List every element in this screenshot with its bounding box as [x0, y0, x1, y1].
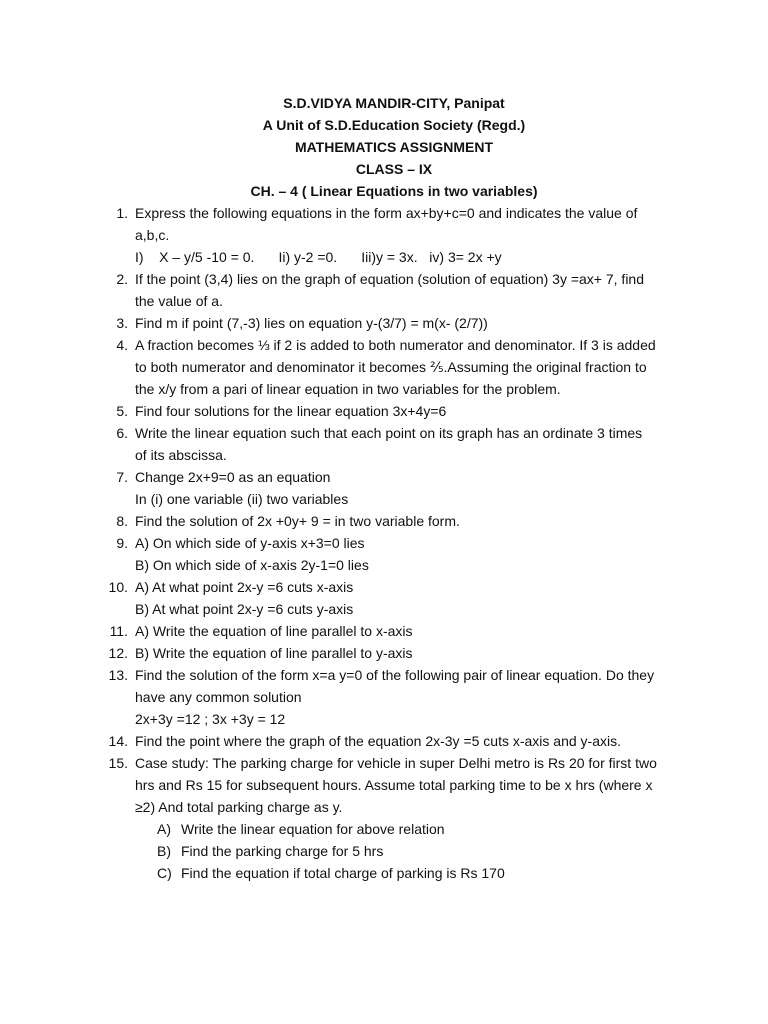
sub-question-text: Find the equation if total charge of parking is Rs 170 — [181, 865, 505, 881]
question-item — [0, 334, 768, 400]
equation-option: I) X – y/5 -10 = 0. — [135, 249, 255, 265]
question-text-line: Find the solution of 2x +0y+ 9 = in two variable form. — [135, 513, 460, 529]
equation-options-row — [135, 246, 678, 268]
question-number: 13. — [108, 667, 128, 683]
question-text-line: 2x+3y =12 ; 3x +3y = 12 — [135, 711, 286, 727]
assignment-title: MATHEMATICS ASSIGNMENT — [294, 139, 494, 155]
question-text-line: the x/y from a pari of linear equation in two variables for the problem. — [135, 381, 561, 397]
class-label: CLASS – IX — [355, 161, 433, 177]
question-number: 10. — [108, 579, 128, 595]
question-item — [0, 312, 768, 334]
question-text-line: B) On which side of x-axis 2y-1=0 lies — [135, 557, 369, 573]
question-number: 2. — [116, 271, 128, 287]
question-text-line: Case study: The parking charge for vehicle in super Delhi metro is Rs 20 for first two — [135, 755, 657, 771]
sub-question-letter: A) — [157, 821, 171, 837]
question-text-line: In (i) one variable (ii) two variables — [135, 491, 349, 507]
question-item — [0, 400, 768, 422]
question-text-line: A) Write the equation of line parallel to x-axis — [135, 623, 413, 639]
question-item — [0, 466, 768, 510]
equation-option: Ii) y-2 =0. — [278, 249, 338, 265]
question-text-line: a,b,c. — [135, 227, 170, 243]
question-text-line: to both numerator and denominator it becomes ⅖.Assuming the original fraction to — [135, 359, 647, 375]
sub-question-text: Write the linear equation for above relation — [181, 821, 445, 837]
question-text-line: Write the linear equation such that each point on its graph has an ordinate 3 times — [135, 425, 643, 441]
question-number: 12. — [108, 645, 128, 661]
question-text-line: Find m if point (7,-3) lies on equation y-(3/7) = m(x- (2/7)) — [135, 315, 488, 331]
school-name: S.D.VIDYA MANDIR-CITY, Panipat — [283, 95, 505, 111]
question-item — [0, 664, 768, 730]
question-number: 9. — [116, 535, 128, 551]
question-text-line: of its abscissa. — [135, 447, 227, 463]
question-item — [0, 730, 768, 752]
question-item — [0, 576, 768, 620]
chapter-title: CH. – 4 ( Linear Equations in two variables) — [250, 183, 538, 199]
sub-question-letter: B) — [157, 843, 171, 859]
question-number: 7. — [116, 469, 128, 485]
question-text-line: Find the point where the graph of the equation 2x-3y =5 cuts x-axis and y-axis. — [135, 733, 622, 749]
question-text-line: A fraction becomes ⅓ if 2 is added to both numerator and denominator. If 3 is added — [135, 337, 656, 353]
question-item — [0, 268, 768, 312]
sub-question — [0, 840, 768, 862]
question-number: 15. — [108, 755, 128, 771]
question-item — [0, 510, 768, 532]
question-text-line: ≥2) And total parking charge as y. — [135, 799, 343, 815]
question-item — [0, 202, 768, 268]
question-number: 14. — [108, 733, 128, 749]
question-text-line: If the point (3,4) lies on the graph of equation (solution of equation) 3y =ax+ 7, find — [135, 271, 645, 287]
sub-question-letter: C) — [157, 865, 172, 881]
question-item — [0, 532, 768, 576]
question-text-line: A) At what point 2x-y =6 cuts x-axis — [135, 579, 354, 595]
question-number: 1. — [116, 205, 128, 221]
question-number: 5. — [116, 403, 128, 419]
sub-question — [0, 862, 768, 884]
question-item — [0, 642, 768, 664]
document-header — [20, 92, 768, 202]
question-number: 11. — [109, 623, 128, 639]
question-text-line: B) Write the equation of line parallel to y-axis — [135, 645, 413, 661]
question-text-line: Express the following equations in the form ax+by+c=0 and indicates the value of — [135, 205, 638, 221]
question-text-line: Change 2x+9=0 as an equation — [135, 469, 331, 485]
question-text-line: A) On which side of y-axis x+3=0 lies — [135, 535, 365, 551]
question-number: 3. — [116, 315, 128, 331]
question-item — [0, 752, 768, 818]
question-item — [0, 620, 768, 642]
question-text-line: have any common solution — [135, 689, 302, 705]
society-unit: A Unit of S.D.Education Society (Regd.) — [262, 117, 526, 133]
question-list — [0, 202, 768, 884]
question-item — [0, 422, 768, 466]
question-number: 4. — [116, 337, 128, 353]
question-number: 8. — [116, 513, 128, 529]
sub-question — [0, 818, 768, 840]
question-text-line: B) At what point 2x-y =6 cuts y-axis — [135, 601, 354, 617]
equation-option: Iii)y = 3x. iv) 3= 2x +y — [361, 249, 502, 265]
question-text-line: hrs and Rs 15 for subsequent hours. Assume total parking time to be x hrs (where x — [135, 777, 653, 793]
question-text-line: Find four solutions for the linear equation 3x+4y=6 — [135, 403, 447, 419]
sub-question-text: Find the parking charge for 5 hrs — [181, 843, 384, 859]
question-text-line: Find the solution of the form x=a y=0 of the following pair of linear equation. Do they — [135, 667, 655, 683]
question-number: 6. — [116, 425, 128, 441]
question-text-line: the value of a. — [135, 293, 223, 309]
